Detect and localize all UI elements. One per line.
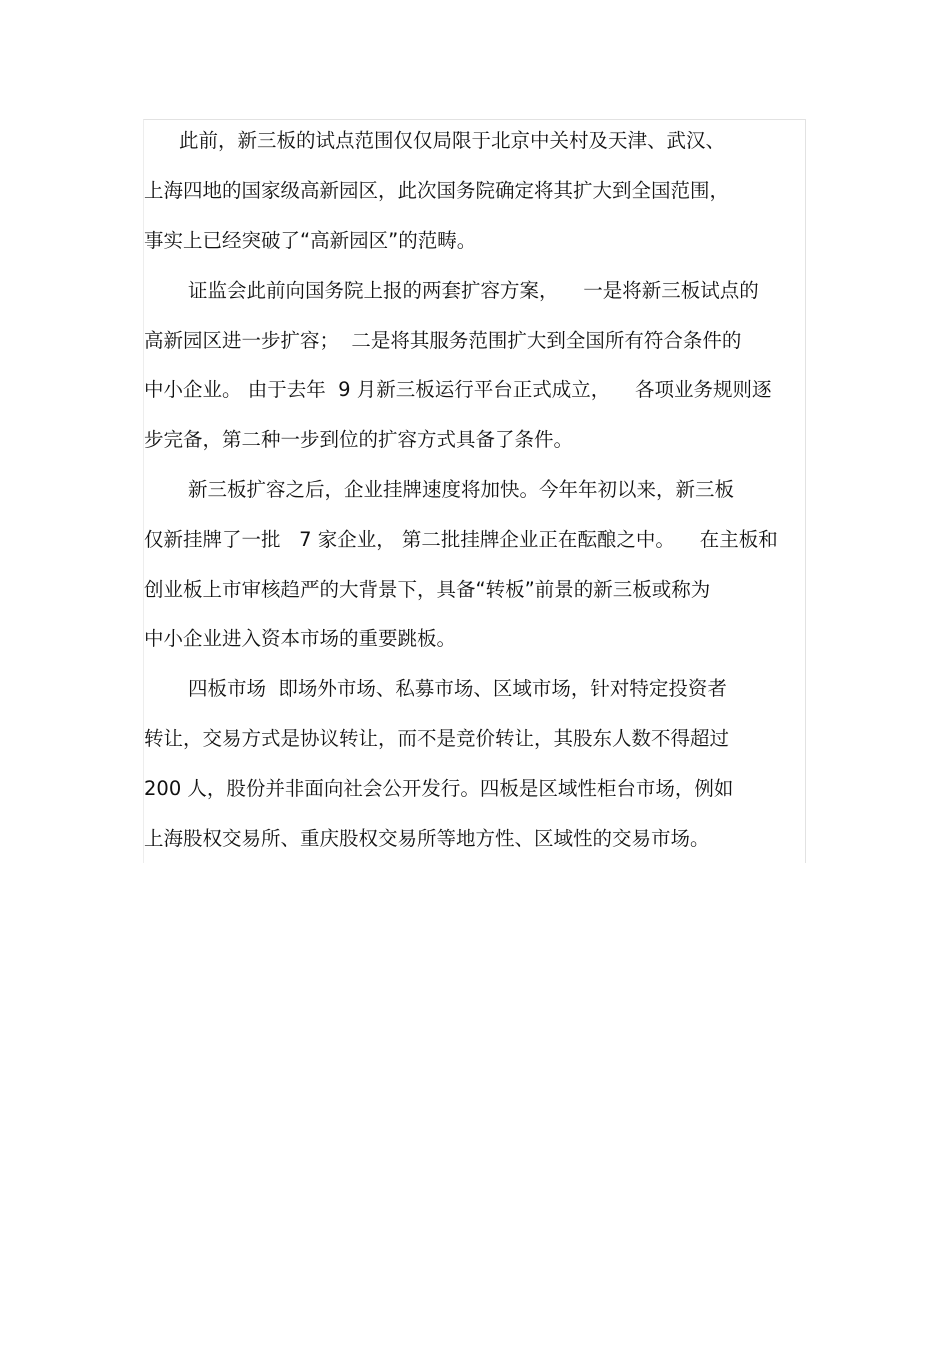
paragraph-3-line-3: 创业板上市审核趋严的大背景下，具备“转板”前景的新三板或称为 [144, 578, 711, 601]
paragraph-4-line-3: 200 人，股份并非面向社会公开发行。四板是区域性柜台市场，例如 [144, 777, 734, 800]
paragraph-4-line-1: 四板市场 即场外市场、私募市场、区域市场，针对特定投资者 [188, 677, 727, 700]
paragraph-4-line-4: 上海股权交易所、重庆股权交易所等地方性、区域性的交易市场。 [144, 827, 710, 850]
paragraph-1-line-2: 上海四地的国家级高新园区，此次国务院确定将其扩大到全国范围， [144, 179, 730, 202]
paragraph-2-line-4: 步完备，第二种一步到位的扩容方式具备了条件。 [144, 428, 574, 451]
paragraph-1-line-1: 此前，新三板的试点范围仅仅局限于北京中关村及天津、武汉、 [179, 129, 726, 152]
paragraph-1-line-3: 事实上已经突破了“高新园区”的范畴。 [144, 229, 477, 252]
paragraph-3-line-2: 仅新挂牌了一批 7 家企业， 第二批挂牌企业正在酝酿之中。 在主板和 [144, 528, 778, 551]
paragraph-4-line-2: 转让，交易方式是协议转让，而不是竞价转让，其股东人数不得超过 [144, 727, 730, 750]
paragraph-2-line-2: 高新园区进一步扩容； 二是将其服务范围扩大到全国所有符合条件的 [144, 329, 742, 352]
text-frame [143, 119, 806, 863]
paragraph-2-line-3: 中小企业。 由于去年 9 月新三板运行平台正式成立， 各项业务规则逐 [144, 378, 772, 401]
paragraph-3-line-1: 新三板扩容之后，企业挂牌速度将加快。今年年初以来，新三板 [188, 478, 735, 501]
paragraph-3-line-4: 中小企业进入资本市场的重要跳板。 [144, 627, 457, 650]
paragraph-2-line-1: 证监会此前向国务院上报的两套扩容方案， 一是将新三板试点的 [188, 279, 759, 302]
